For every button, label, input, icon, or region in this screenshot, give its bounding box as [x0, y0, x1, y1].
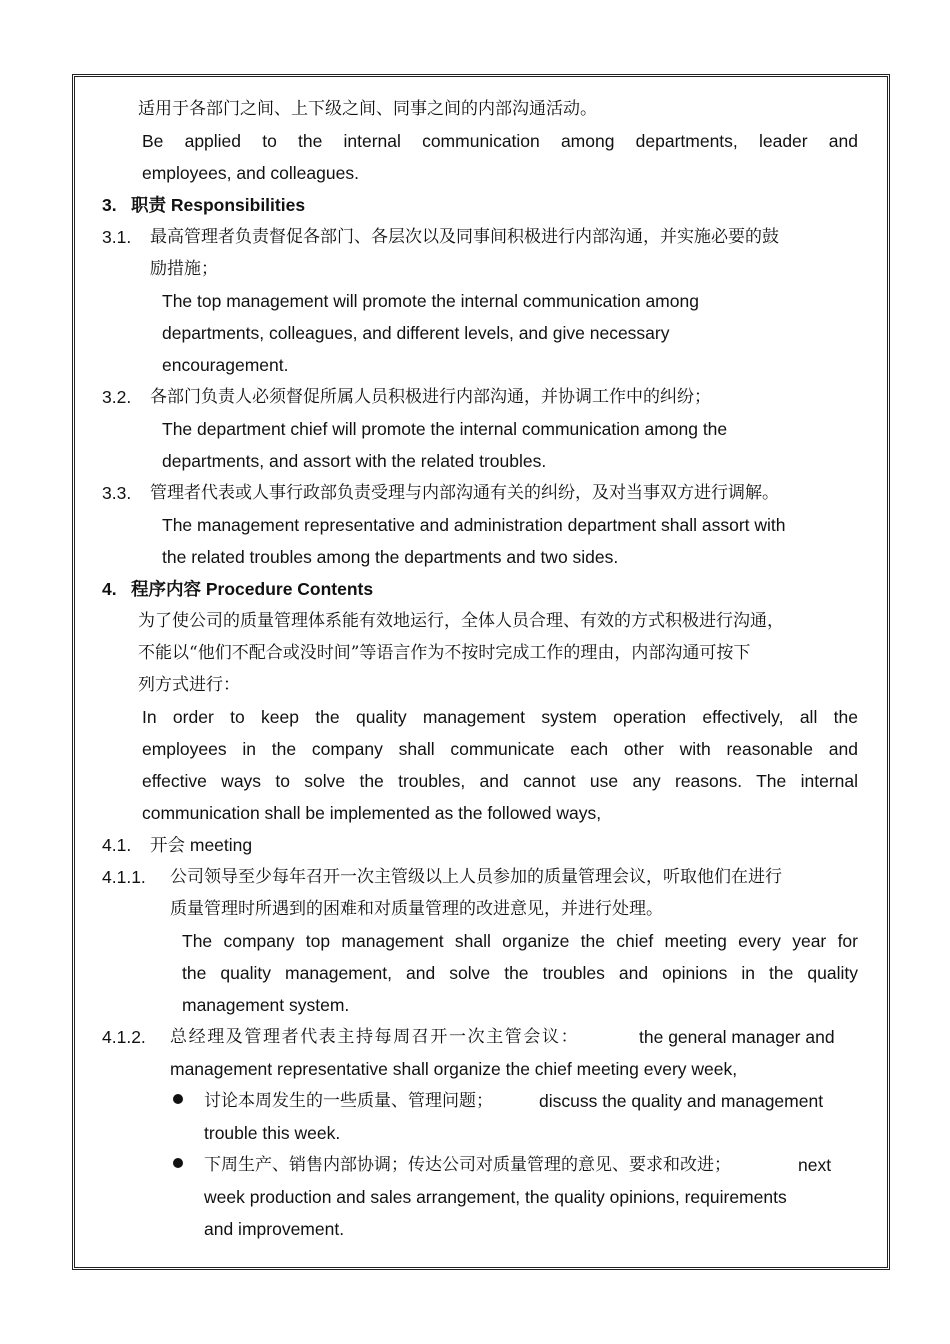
item-3-3-cn-line-1: 管理者代表或人事行政部负责受理与内部沟通有关的纠纷，及对当事双方进行调解。: [150, 483, 779, 503]
item-3-2-cn-line-1: 各部门负责人必须督促所属人员积极进行内部沟通，并协调工作中的纠纷；: [150, 387, 711, 407]
item-4-1-1-en-line-1: The company top management shall organize the chief meeting every year for: [182, 931, 858, 951]
item-3-3-number: 3.3.: [102, 483, 132, 503]
bullet-2-line-2: week production and sales arrangement, the quality opinions, requirements: [204, 1187, 787, 1207]
section-3-number: 3.: [102, 195, 117, 215]
section-4-cn-line-2: 不能以“他们不配合或没时间”等语言作为不按时完成工作的理由，内部沟通可按下: [138, 643, 751, 663]
scope-en-line-1: Be applied to the internal communication among departments, leader and: [142, 131, 858, 151]
item-3-1-en-line-1: The top management will promote the internal communication among: [162, 291, 699, 311]
item-4-1-2-line-1-cn: 总经理及管理者代表主持每周召开一次主管会议：: [170, 1027, 580, 1047]
item-4-1-number: 4.1.: [102, 835, 132, 855]
item-4-1-2-number: 4.1.2.: [102, 1027, 146, 1047]
section-4-en-line-2: employees in the company shall communicate each other with reasonable and: [142, 739, 858, 759]
item-3-2-number: 3.2.: [102, 387, 132, 407]
bullet-dot-2: [173, 1158, 183, 1168]
bullet-1-en: discuss the quality and management: [539, 1091, 824, 1111]
section-4-en-line-3: effective ways to solve the troubles, and cannot use any reasons. The internal: [142, 771, 858, 791]
item-3-2-en-line-1: The department chief will promote the internal communication among the: [162, 419, 728, 439]
bullet-1-cn: 讨论本周发生的一些质量、管理问题；: [204, 1091, 493, 1111]
bullet-1-line-2: trouble this week.: [204, 1123, 341, 1143]
item-4-1-1-cn-line-1: 公司领导至少每年召开一次主管级以上人员参加的质量管理会议，听取他们在进行: [170, 867, 782, 887]
item-3-3-en-line-2: the related troubles among the departments and two sides.: [162, 547, 619, 567]
item-4-1-1-en-line-2: the quality management, and solve the troubles and opinions in the quality: [182, 963, 858, 983]
item-3-1-en-line-2: departments, colleagues, and different levels, and give necessary: [162, 323, 670, 343]
item-3-3-en-line-1: The management representative and administration department shall assort with: [162, 515, 786, 535]
item-4-1-1-cn-line-2: 质量管理时所遇到的困难和对质量管理的改进意见，并进行处理。: [170, 899, 663, 919]
bullet-dot-1: [173, 1094, 183, 1104]
section-4-title: 程序内容 Procedure Contents: [131, 579, 374, 599]
item-3-1-cn-line-1: 最高管理者负责督促各部门、各层次以及同事间积极进行内部沟通，并实施必要的鼓: [150, 227, 779, 247]
section-3-title: 职责 Responsibilities: [131, 195, 306, 215]
item-4-1-1-number: 4.1.1.: [102, 867, 146, 887]
section-4-cn-line-1: 为了使公司的质量管理体系能有效地运行，全体人员合理、有效的方式积极进行沟通，: [138, 611, 784, 631]
section-4-number: 4.: [102, 579, 117, 599]
item-4-1-2-line-1-en: the general manager and: [639, 1027, 835, 1047]
bullet-2-line-3: and improvement.: [204, 1219, 345, 1239]
item-3-1-en-line-3: encouragement.: [162, 355, 289, 375]
item-4-1-1-en-line-3: management system.: [182, 995, 350, 1015]
section-4-en-line-4: communication shall be implemented as the followed ways,: [142, 803, 602, 823]
section-4-cn-line-3: 列方式进行：: [138, 675, 240, 695]
bullet-2-cn: 下周生产、销售内部协调；传达公司对质量管理的意见、要求和改进；: [204, 1155, 731, 1175]
bullet-2-en: next: [798, 1155, 832, 1175]
item-3-1-cn-line-2: 励措施；: [150, 259, 218, 279]
item-4-1-2-line-2: management representative shall organize the chief meeting every week,: [170, 1059, 738, 1079]
item-3-1-number: 3.1.: [102, 227, 132, 247]
scope-cn: 适用于各部门之间、上下级之间、同事之间的内部沟通活动。: [138, 99, 597, 119]
section-4-en-line-1: In order to keep the quality management system operation effectively, all the: [142, 707, 858, 727]
item-3-2-en-line-2: departments, and assort with the related troubles.: [162, 451, 547, 471]
scope-en-line-2: employees, and colleagues.: [142, 163, 359, 183]
item-4-1-title: 开会 meeting: [150, 835, 253, 855]
